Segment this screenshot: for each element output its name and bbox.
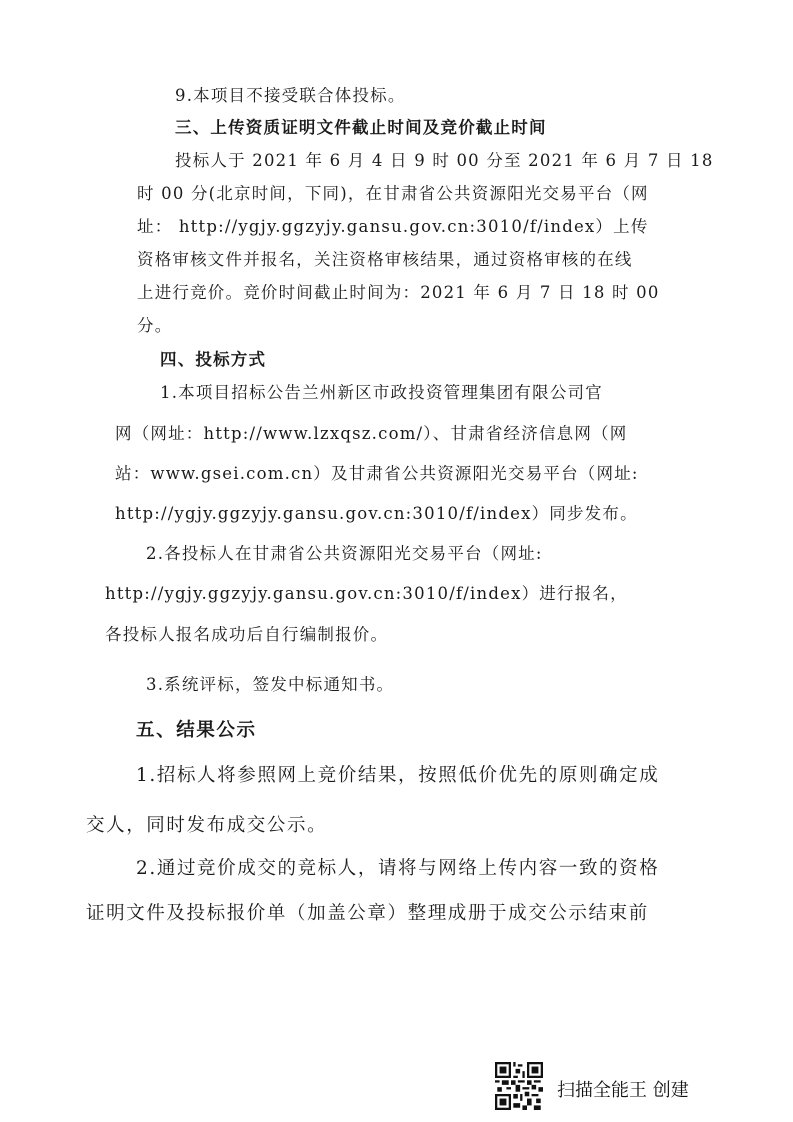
text-line: 时 00 分(北京时间，下同)，在甘肃省公共资源阳光交易平台（网: [137, 184, 649, 203]
text-line: 2.各投标人在甘肃省公共资源阳光交易平台（网址:: [146, 544, 543, 563]
text-line: 站：www.gsei.com.cn）及甘肃省公共资源阳光交易平台（网址:: [115, 464, 639, 483]
section-heading: 五、结果公示: [136, 720, 257, 741]
text-line: 上进行竞价。竞价时间截止时间为：2021 年 6 月 7 日 18 时 00: [137, 283, 660, 302]
text-line: 各投标人报名成功后自行编制报价。: [105, 625, 389, 644]
text-line: 2.通过竞价成交的竞标人，请将与网络上传内容一致的资格: [136, 858, 660, 879]
section-heading: 四、投标方式: [160, 350, 267, 369]
section-heading: 三、上传资质证明文件截止时间及竞价截止时间: [175, 118, 547, 137]
text-line: 证明文件及投标报价单（加盖公章）整理成册于成交公示结束前: [86, 903, 649, 924]
text-line: 资格审核文件并报名，关注资格审核结果，通过资格审核的在线: [137, 250, 633, 269]
text-line: 分。: [137, 316, 173, 335]
qr-code-icon: [495, 1062, 543, 1110]
text-line: 交人，同时发布成交公示。: [86, 815, 328, 836]
text-line: 址： http://ygjy.ggzyjy.gansu.gov.cn:3010/f/index）上传: [137, 217, 649, 236]
text-line: 1.招标人将参照网上竞价结果，按照低价优先的原则确定成: [136, 765, 660, 786]
text-line: 3.系统评标，签发中标通知书。: [146, 675, 395, 694]
scanner-credit-text: 扫描全能王 创建: [557, 1080, 689, 1101]
text-line: 1.本项目招标公告兰州新区市政投资管理集团有限公司官: [160, 383, 603, 402]
text-line: 网（网址：http://www.lzxqsz.com/）、甘肃省经济信息网（网: [115, 424, 628, 443]
text-line: http://ygjy.ggzyjy.gansu.gov.cn:3010/f/index）同步发布。: [115, 504, 638, 523]
text-line: 投标人于 2021 年 6 月 4 日 9 时 00 分至 2021 年 6 月 7 日 18: [175, 151, 714, 170]
text-line: http://ygjy.ggzyjy.gansu.gov.cn:3010/f/index）进行报名，: [105, 584, 628, 603]
text-line: 9.本项目不接受联合体投标。: [175, 86, 406, 105]
